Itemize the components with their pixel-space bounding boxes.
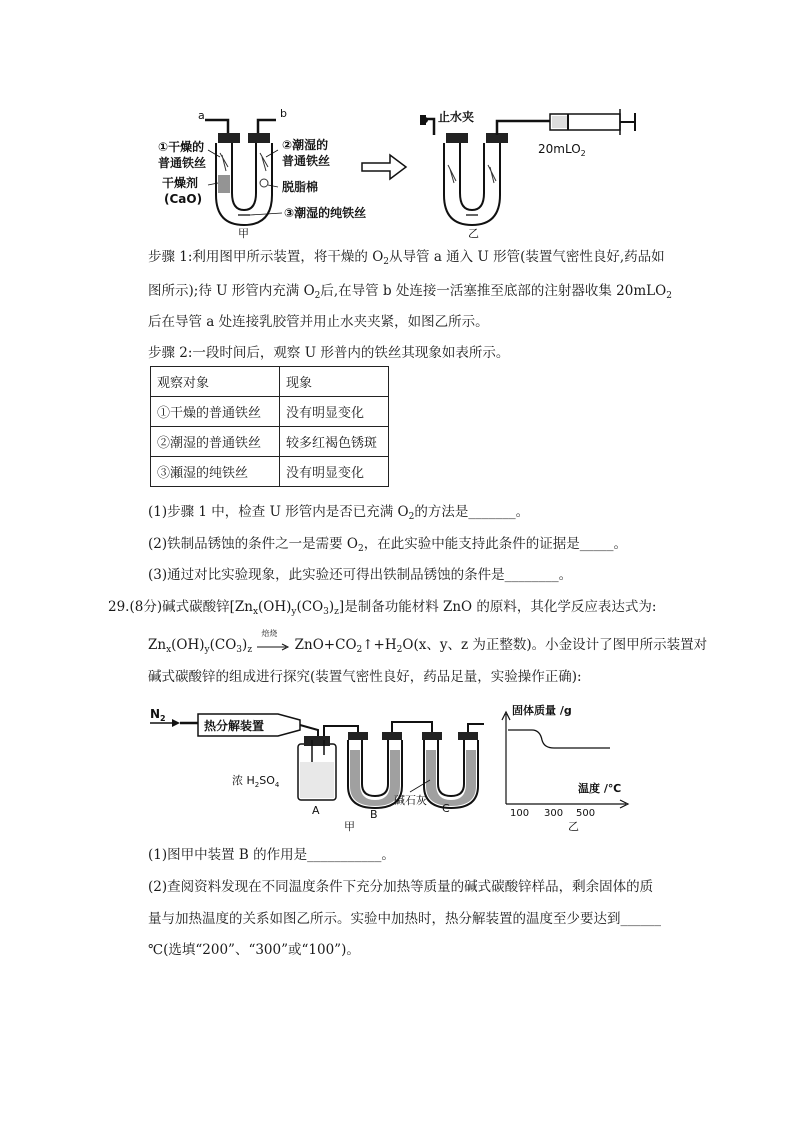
step1-line3: 后在导管 a 处连接乳胶管并用止水夹夹紧，如图乙所示。: [148, 314, 489, 330]
process-arrow: [362, 155, 406, 179]
caption-yi-1: 乙: [468, 227, 479, 240]
table-cell: 较多红褐色锈斑: [280, 427, 389, 457]
right-label-2: 普通铁丝: [282, 154, 331, 168]
table-cell: ③瀬湿的纯铁丝: [151, 457, 280, 487]
q28-item-1: (1)步骤 1 中，检查 U 形管内是否已充满 $O_2$的方法是_______。: [148, 504, 530, 522]
left-label-2: 普通铁丝: [158, 156, 207, 170]
table-cell: ②潮湿的普通铁丝: [151, 427, 280, 457]
label-b: b: [280, 107, 287, 120]
q28-item-3: (3)通过对比实验现象，此实验还可得出铁制品锈蚀的条件是________。: [148, 567, 573, 583]
graph-y-label: 固体质量 /g: [512, 704, 572, 717]
table-row: [151, 427, 389, 457]
arrow-condition: 焙烧: [261, 628, 278, 638]
q29-item-2c: ℃(选填“200”、“300”或“100”)。: [148, 942, 360, 958]
table-row: [151, 397, 389, 427]
syringe-volume: 20mLO: [538, 142, 581, 156]
step2-line: 步骤 2:一段时间后，观察 U 形普内的铁丝其现象如表所示。: [148, 345, 510, 361]
q29-equation: $Zn_x(OH)_y(CO_3)_z$ 焙烧 $ZnO+CO_2↑+H_2O(x$、y、z 为正整数)。小金设计了图甲所示装置对: [148, 628, 708, 655]
label-a: a: [198, 109, 205, 122]
caption-jia-2: 甲: [344, 820, 355, 832]
right-label-1: ②潮湿的: [282, 138, 329, 152]
label-A: A: [312, 804, 320, 817]
right-label-4: ③潮湿的纯铁丝: [284, 206, 367, 220]
syringe-sub: 2: [580, 149, 586, 158]
table-cell: ①干燥的普通铁丝: [151, 397, 280, 427]
table-cell: 没有明显变化: [280, 457, 389, 487]
caption-jia-1: 甲: [238, 227, 249, 240]
q29-heading: 29.(8分)碱式碳酸锌$[Zn_x(OH)_y(CO_3)_z]$是制备功能材料 ZnO 的原料，其化学反应表达式为:: [108, 599, 657, 617]
tick-300: 300: [544, 808, 564, 819]
table-row: [151, 457, 389, 487]
table-cell: 没有明显变化: [280, 397, 389, 427]
left-label-1: ①干燥的: [158, 140, 205, 154]
caption-yi-2: 乙: [568, 820, 579, 832]
mass-curve: [508, 730, 610, 748]
arrow-icon: [256, 641, 290, 655]
apparatus-jia: [205, 120, 282, 225]
tick-100: 100: [510, 808, 530, 819]
reaction-arrow: [256, 628, 290, 653]
acid-label: 浓 $H_2SO_4$: [232, 774, 280, 789]
graph-x-label: 温度 /℃: [578, 782, 622, 795]
observation-table: [150, 366, 389, 487]
n2-label: $N_2$: [150, 707, 166, 723]
clamp-label: 止水夹: [438, 110, 475, 124]
step1-line2: 图所示);待 U 形管内充满 $O_2$后,在导管 b 处连接一活塞推至底部的注射器收集 20mLO$_2$: [148, 283, 672, 301]
label-B: B: [370, 808, 378, 821]
table-header-cell: 现象: [280, 367, 389, 397]
apparatus-yi: [420, 109, 635, 225]
figure-1-u-tubes: [150, 105, 640, 240]
table-header-row: [151, 367, 389, 397]
left-label-4: (CaO): [164, 192, 203, 206]
right-label-3: 脱脂棉: [282, 180, 319, 194]
syringe-label: [538, 142, 586, 158]
table-header-cell: 观察对象: [151, 367, 280, 397]
q28-item-2: (2)铁制品锈蚀的条件之一是需要 $O_2$，在此实验中能支持此条件的证据是_____。: [148, 536, 627, 554]
label-C: C: [442, 802, 450, 815]
q29-item-2a: (2)查阅资料发现在不同温度条件下充分加热等质量的碱式碳酸锌样品，剩余固体的质: [148, 879, 654, 895]
left-label-3: 干燥剂: [162, 176, 199, 190]
soda-lime-label: 碱石灰: [394, 794, 427, 807]
step1-line1: 步骤 1:利用图甲所示装置，将干燥的 $O_2$从导管 a 通入 U 形管(装置气密性良好,药品如: [148, 249, 665, 267]
q29-item-2b: 量与加热温度的关系如图乙所示。实验中加热时，热分解装置的温度至少要达到______: [148, 911, 661, 927]
tick-500: 500: [576, 808, 596, 819]
q29-item-1: (1)图甲中装置 B 的作用是___________。: [148, 847, 395, 863]
q29-line3: 碱式碳酸锌的组成进行探究(装置气密性良好，药品足量，实验操作正确):: [148, 669, 582, 685]
heater-label: 热分解装置: [204, 719, 265, 733]
figure-2-apparatus: [148, 700, 638, 832]
